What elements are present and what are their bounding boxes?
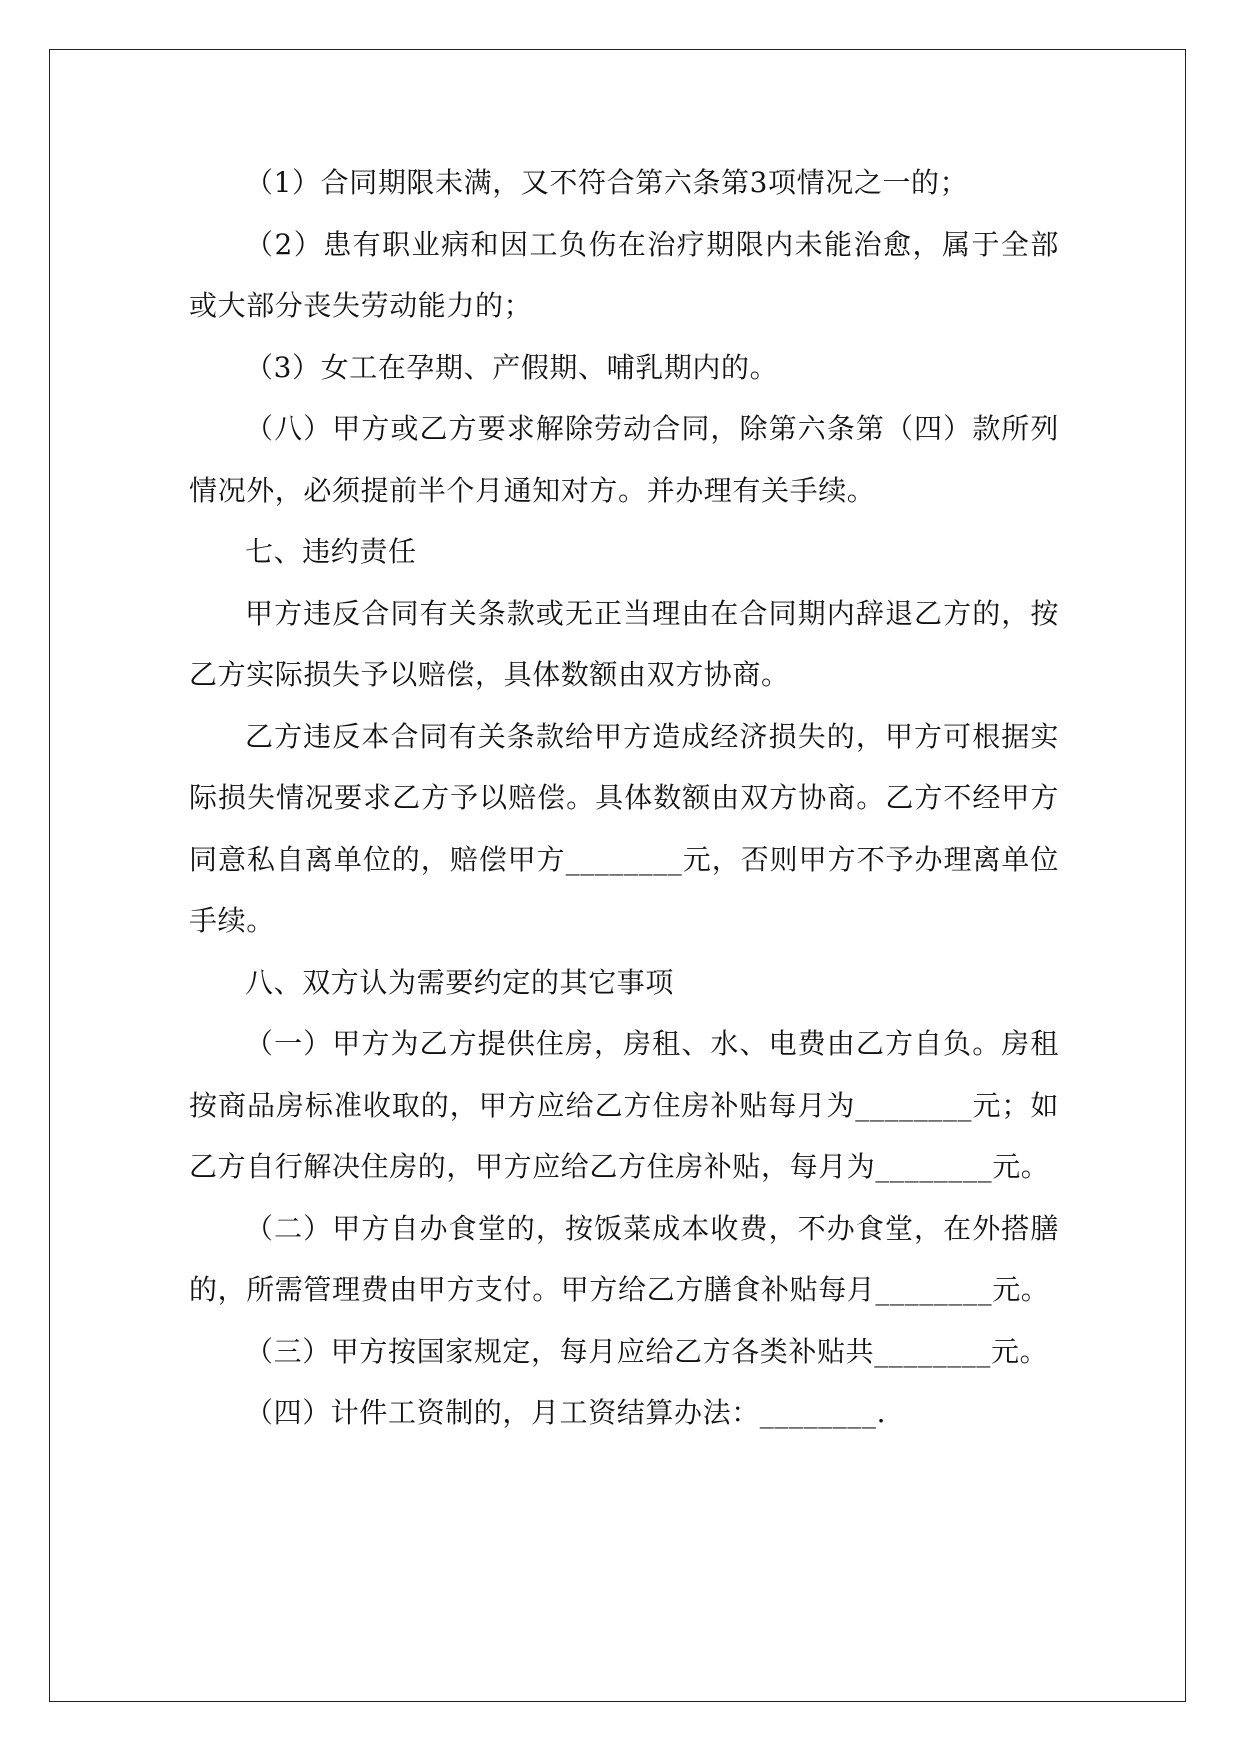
section-heading-7: 七、违约责任: [245, 535, 417, 568]
paragraph-11: （三）甲方按国家规定，每月应给乙方各类补贴共________元。: [245, 1334, 1049, 1368]
paragraph-4: （八）甲方或乙方要求解除劳动合同，除第六条第（四）款所列情况外，必须提前半个月通知对方。并办理有关手续。: [189, 412, 1059, 507]
paragraph-7: 乙方违反本合同有关条款给甲方造成经济损失的，甲方可根据实际损失情况要求乙方予以赔偿。具体数额由双方协商。乙方不经甲方同意私自离单位的，赔偿甲方________元，否则甲方不予办理离单位手续。: [189, 719, 1059, 937]
paragraph-12: （四）计件工资制的，月工资结算办法：________.: [245, 1396, 887, 1429]
paragraph-10: （二）甲方自办食堂的，按饭菜成本收费，不办食堂，在外搭膳的，所需管理费由甲方支付。甲方给乙方膳食补贴每月________元。: [189, 1211, 1059, 1306]
paragraph-2: （2）患有职业病和因工负伤在治疗期限内未能治愈，属于全部或大部分丧失劳动能力的；: [189, 227, 1059, 322]
paragraph-1: （1）合同期限未满，又不符合第六条第3项情况之一的；: [245, 166, 969, 199]
paragraph-9: （一）甲方为乙方提供住房，房租、水、电费由乙方自负。房租按商品房标准收取的，甲方应给乙方住房补贴每月为________元；如乙方自行解决住房的，甲方应给乙方住房补贴，每月为________元。: [189, 1027, 1059, 1183]
document-body: [189, 152, 1059, 1444]
paragraph-6: 甲方违反合同有关条款或无正当理由在合同期内辞退乙方的，按乙方实际损失予以赔偿，具体数额由双方协商。: [189, 596, 1059, 691]
paragraph-3: （3）女工在孕期、产假期、哺乳期内的。: [245, 350, 779, 384]
section-heading-8: 八、双方认为需要约定的其它事项: [245, 965, 675, 999]
